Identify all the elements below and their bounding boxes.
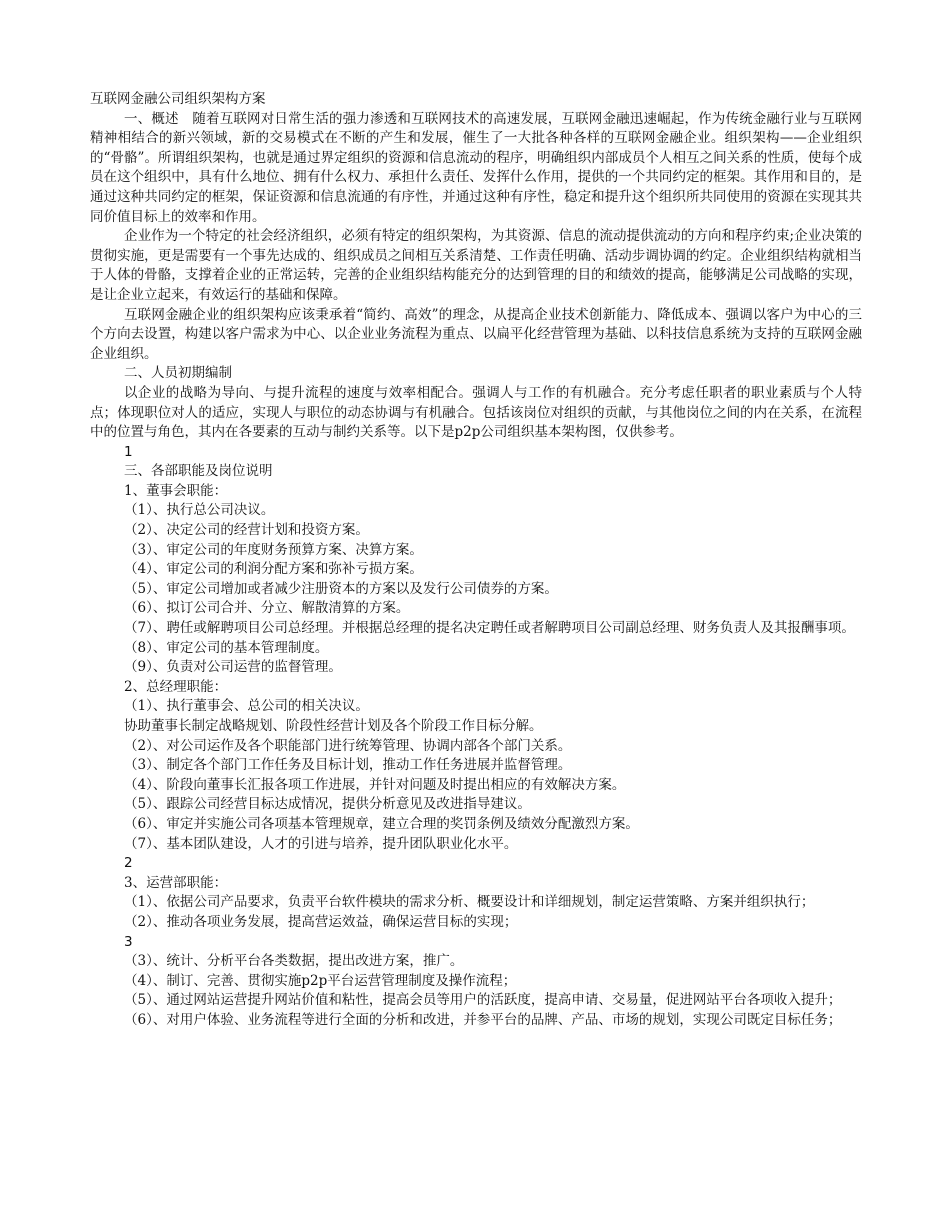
list-item: （7）、聘任或解聘项目公司总经理。并根据总经理的提名决定聘任或者解聘项目公司副总经理、财务负责人及其报酬事项。 xyxy=(124,620,855,637)
list-item: （7）、基本团队建设，人才的引进与培养，提升团队职业化水平。 xyxy=(124,835,518,852)
section-heading-staffing: 二、人员初期编制 xyxy=(124,365,232,382)
list-item: （4）、审定公司的利润分配方案和弥补亏损方案。 xyxy=(124,561,423,578)
list-item: （5）、跟踪公司经营目标达成情况，提供分析意见及改进指导建议。 xyxy=(124,796,531,813)
paragraph-enterprise: 企业作为一个特定的社会经济组织，必须有特定的组织架构，为其资源、信息的流动提供流动的方向和程序约束;企业决策的贯彻实施，更是需要有一个事先达成的、组织成员之间相互关系清楚、工作责任明确、活动步调协调的约定。企业组织结构就相当于人体的骨骼，支撑着企业的正常运转，完善的企业组织结构能充分的达到管理的目的和绩效的提高，能够满足公司战略的实现，是让企业立起来，有效运行的基础和保障。 xyxy=(90,228,862,303)
subsection-heading-board: 1、董事会职能： xyxy=(124,482,228,499)
page-marker: 1 xyxy=(124,443,133,460)
list-item: （2）、推动各项业务发展，提高营运效益，确保运营目标的实现； xyxy=(124,913,518,930)
page-marker: 3 xyxy=(124,933,133,950)
list-item: （8）、审定公司的基本管理制度。 xyxy=(124,639,329,656)
list-item: 协助董事长制定战略规划、阶段性经营计划及各个阶段工作目标分解。 xyxy=(124,718,543,734)
document-title: 互联网金融公司组织架构方案 xyxy=(90,91,266,107)
page-marker: 2 xyxy=(124,855,133,872)
list-item: （4）、制订、完善、贯彻实施p2p平台运营管理制度及操作流程； xyxy=(124,972,517,989)
list-item: （6）、拟订公司合并、分立、解散清算的方案。 xyxy=(124,600,410,617)
list-item: （1）、执行董事会、总公司的相关决议。 xyxy=(124,698,369,715)
subsection-heading-gm: 2、总经理职能： xyxy=(124,678,228,695)
list-item: （5）、通过网站运营提升网站价值和粘性，提高会员等用户的活跃度，提高申请、交易量，促进网站平台各项收入提升； xyxy=(124,992,842,1009)
paragraph-principles: 互联网金融企业的组织架构应该秉承着“简约、高效”的理念，从提高企业技术创新能力、降低成本、强调以客户为中心的三个方向去设置，构建以客户需求为中心、以企业业务流程为重点、以扁平化经营管理为基础、以科技信息系统为支持的互联网金融企业组织。 xyxy=(90,306,862,362)
list-item: （3）、审定公司的年度财务预算方案、决算方案。 xyxy=(124,541,423,558)
subsection-heading-operations: 3、运营部职能： xyxy=(124,874,228,891)
list-item: （5）、审定公司增加或者减少注册资本的方案以及发行公司债券的方案。 xyxy=(124,580,558,597)
list-item: （6）、对用户体验、业务流程等进行全面的分析和改进，并参平台的品牌、产品、市场的规划，实现公司既定目标任务； xyxy=(124,1011,842,1028)
list-item: （4）、阶段向董事长汇报各项工作进展，并针对问题及时提出相应的有效解决方案。 xyxy=(124,776,626,793)
section-heading-functions: 三、各部职能及岗位说明 xyxy=(124,463,273,480)
paragraph-staffing: 以企业的战略为导向、与提升流程的速度与效率相配合。强调人与工作的有机融合。充分考虑任职者的职业素质与个人特点；体现职位对人的适应，实现人与职位的动态协调与有机融合。包括该岗位对组织的贡献，与其他岗位之间的内在关系，在流程中的位置与角色，其内在各要素的互动与制约关系等。以下是p2p公司组织基本架构图，仅供参考。 xyxy=(90,384,862,441)
list-item: （2）、对公司运作及各个职能部门进行统筹管理、协调内部各个部门关系。 xyxy=(124,737,572,754)
list-item: （9）、负责对公司运营的监督管理。 xyxy=(124,659,342,676)
list-item: （1）、执行总公司决议。 xyxy=(124,502,275,519)
paragraph-overview: 一、概述 随着互联网对日常生活的强力渗透和互联网技术的高速发展，互联网金融迅速崛起，作为传统金融行业与互联网精神相结合的新兴领域，新的交易模式在不断的产生和发展，催生了一大批各种各样的互联网金融企业。组织架构——企业组织的“骨骼”。所谓组织架构，也就是通过界定组织的资源和信息流动的程序，明确组织内部成员个人相互之间关系的性质，使每个成员在这个组织中，具有什么地位、拥有什么权力、承担什么责任、发挥什么作用，提供的一个共同约定的框架。其作用和目的，是通过这种共同约定的框架，保证资源和信息流通的有序性，并通过这种有序性，稳定和提升这个组织所共同使用的资源在实现其共同价值目标上的效率和作用。 xyxy=(90,110,862,225)
list-item: （2）、决定公司的经营计划和投资方案。 xyxy=(124,522,369,539)
list-item: （6）、审定并实施公司各项基本管理规章，建立合理的奖罚条例及绩效分配激烈方案。 xyxy=(124,815,639,832)
list-item: （1）、依据公司产品要求，负责平台软件模块的需求分析、概要设计和详细规划，制定运营策略、方案并组织执行； xyxy=(124,894,815,911)
list-item: （3）、制定各个部门工作任务及目标计划，推动工作任务进展并监督管理。 xyxy=(124,757,572,774)
list-item: （3）、统计、分析平台各类数据，提出改进方案，推广。 xyxy=(124,953,464,970)
